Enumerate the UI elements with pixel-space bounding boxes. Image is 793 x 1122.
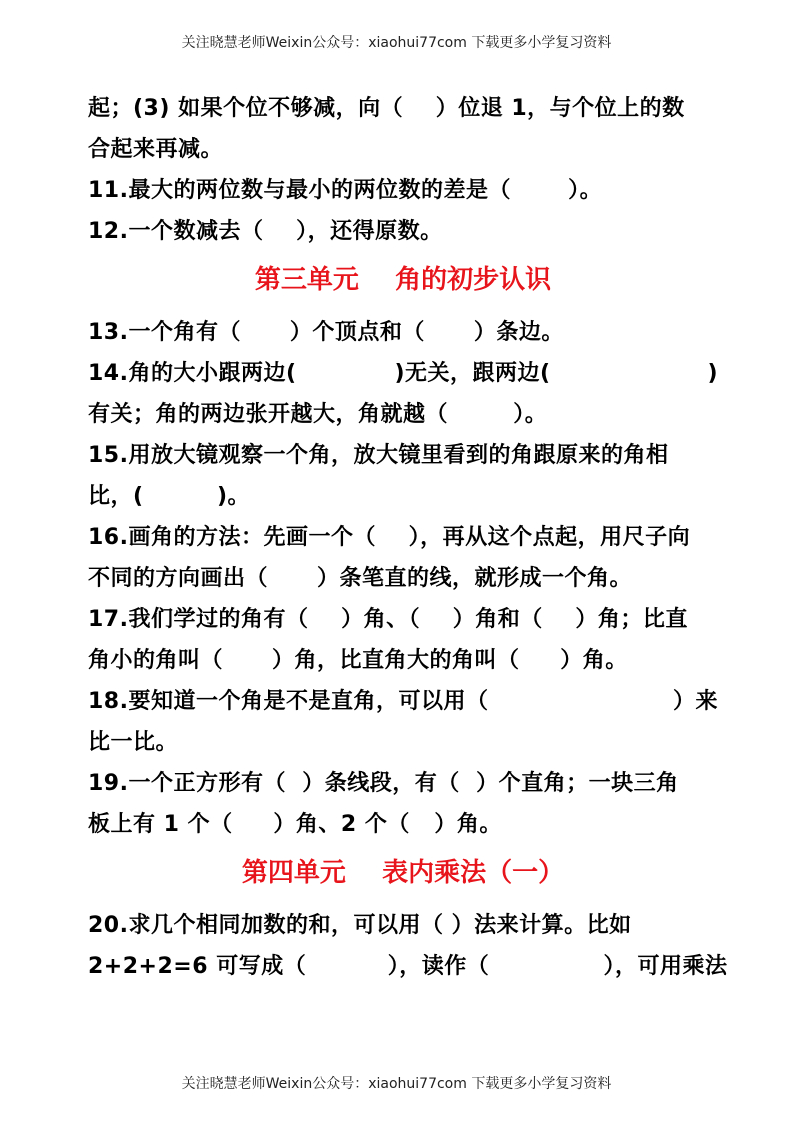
text-line: 合起来再减。 — [88, 137, 224, 162]
text-line: 板上有 1 个（ ）角、2 个（ ）角。 — [88, 812, 502, 837]
question-18-tail: ）来 — [672, 689, 718, 714]
question-18-text: 18.要知道一个角是不是直角，可以用（ — [88, 689, 489, 714]
question-14-text: 14.角的大小跟两边( )无关，跟两边( — [88, 361, 551, 386]
question-11: 11.最大的两位数与最小的两位数的差是（ ）。 — [88, 178, 603, 203]
text-line: 角小的角叫（ ）角，比直角大的角叫（ ）角。 — [88, 648, 628, 673]
question-16: 16.画角的方法：先画一个（ ），再从这个点起，用尺子向 — [88, 525, 691, 550]
unit-3-heading: 第三单元 角的初步认识 — [254, 265, 552, 295]
question-14-bracket: ) — [707, 361, 718, 386]
text-line: 有关；角的两边张开越大，角就越（ ）。 — [88, 402, 548, 427]
text-line: 比，( )。 — [88, 484, 251, 509]
question-14 — [88, 353, 718, 394]
question-20: 20.求几个相同加数的和，可以用（ ）法来计算。比如 — [88, 913, 632, 938]
question-18 — [88, 681, 718, 722]
text-line: 起；(3) 如果个位不够减，向（ ）位退 1，与个位上的数 — [88, 96, 685, 121]
page-header: 关注晓慧老师Weixin公众号：xiaohui77com 下载更多小学复习资料 — [181, 35, 612, 51]
question-13: 13.一个角有（ ）个顶点和（ ）条边。 — [88, 320, 564, 345]
question-17: 17.我们学过的角有（ ）角、（ ）角和（ ）角；比直 — [88, 607, 688, 632]
question-12: 12.一个数减去（ ），还得原数。 — [88, 219, 443, 244]
text-line: 2+2+2=6 可写成（ ），读作（ ），可用乘法 — [88, 954, 728, 979]
text-line: 比一比。 — [88, 730, 179, 755]
worksheet-content — [88, 88, 728, 987]
unit-4-heading: 第四单元 表内乘法（一） — [241, 858, 565, 888]
text-line: 不同的方向画出（ ）条笔直的线，就形成一个角。 — [88, 566, 632, 591]
question-19: 19.一个正方形有（ ）条线段，有（ ）个直角；一块三角 — [88, 771, 679, 796]
page-footer: 关注晓慧老师Weixin公众号：xiaohui77com 下载更多小学复习资料 — [181, 1076, 612, 1092]
question-15: 15.用放大镜观察一个角，放大镜里看到的角跟原来的角相 — [88, 443, 669, 468]
